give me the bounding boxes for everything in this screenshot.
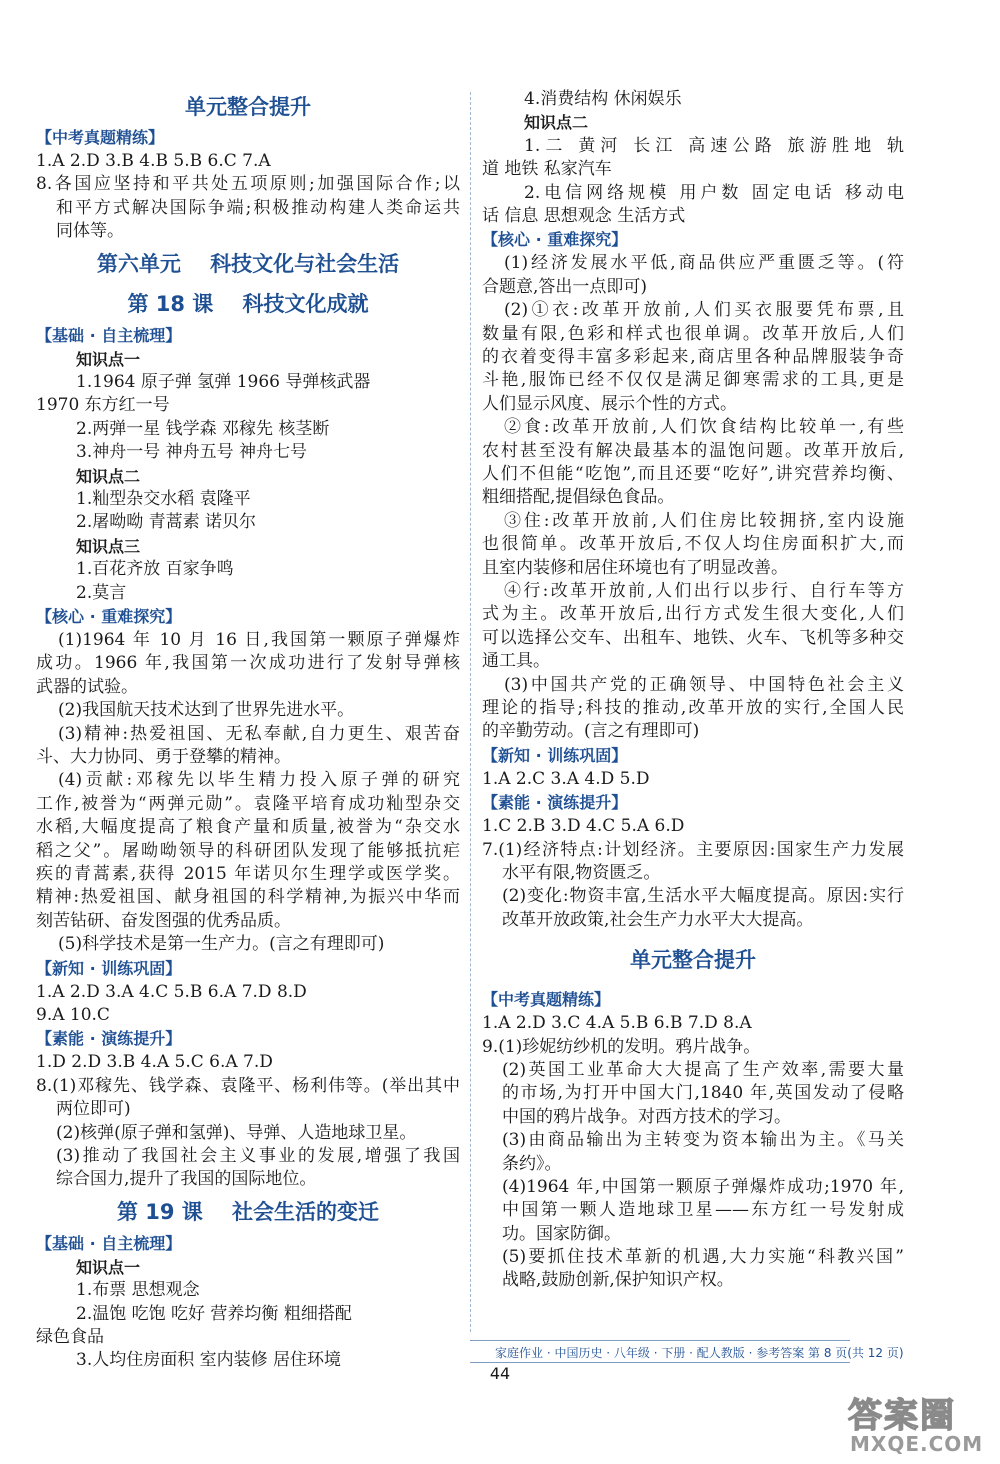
text-line: (3)中国共产党的正确领导、中国特色社会主义 [504, 674, 904, 695]
text-line: 斗、大力协同、勇于登攀的精神。 [36, 747, 291, 768]
text-line: (5)要抓住技术革新的机遇,大力实施“科教兴国” [502, 1247, 904, 1268]
text-line: (2)英国工业革命大大提高了生产效率,需要大量 [502, 1059, 904, 1080]
text-line: (3)由商品输出为主转变为资本输出为主。《马关 [502, 1130, 904, 1151]
text-line: 改革开放政策,社会生产力水平大大提高。 [502, 909, 814, 930]
text-line: 9.(1)珍妮纺纱机的发明。鸦片战争。 [482, 1036, 761, 1057]
text-line: 水平有限,物资匮乏。 [502, 862, 661, 883]
section-tag: 【中考真题精练】 [482, 990, 611, 1010]
text-line: (4)1964 年,中国第一颗原子弹爆炸成功;1970 年, [502, 1176, 904, 1197]
text-line: 1.1964 原子弹 氢弹 1966 导弹核武器 [76, 372, 371, 392]
text-line: 9.A 10.C [36, 1005, 110, 1026]
text-line: 同体等。 [56, 221, 124, 242]
text-line: 理论的指导;科技的推动,改革开放的实行,全国人民 [482, 697, 904, 718]
text-line: 刻苦钻研、奋发图强的优秀品质。 [36, 910, 291, 931]
section-title: 第六单元 科技文化与社会生活 [96, 251, 400, 276]
spacer [482, 980, 904, 988]
text-line: (2)①衣:改革开放前,人们买衣服要凭布票,且 [504, 300, 904, 321]
text-line: 3.神舟一号 神舟五号 神舟七号 [76, 442, 308, 463]
text-line: 功。国家防御。 [502, 1223, 621, 1244]
text-line: 中国的鸦片战争。对西方技术的学习。 [502, 1106, 791, 1127]
right-column [482, 88, 904, 1293]
text-line: 也很简单。改革开放后,不仅人均住房面积扩大,而 [482, 534, 904, 555]
text-line: 8.各国应坚持和平共处五项原则;加强国际合作;以 [36, 174, 460, 195]
text-line: 2.屠呦呦 青蒿素 诺贝尔 [76, 512, 257, 533]
text-line: 数量有限,色彩和样式也很单调。改革开放后,人们 [482, 323, 904, 344]
text-line: (1)经济发展水平低,商品供应严重匮乏等。(符 [504, 253, 904, 274]
section-title: 第 19 课 社会生活的变迁 [116, 1199, 380, 1224]
text-line: 工作,被誉为“两弹元勋”。袁隆平培育成功籼型杂交 [36, 793, 460, 814]
watermark-en: MXQE.COM [850, 1432, 984, 1456]
text-line: 3.人均住房面积 室内装修 居住环境 [76, 1350, 342, 1371]
text-line: 绿色食品 [36, 1327, 104, 1348]
text-line: 可以选择公交车、出租车、地铁、火车、飞机等多种交 [482, 627, 904, 648]
section-tag: 【新知 · 训练巩固】 [36, 958, 182, 978]
watermark-cn: 答案圈 [848, 1396, 956, 1436]
section-tag: 【基础 · 自主梳理】 [36, 325, 182, 345]
text-line: 斗艳,服饰已经不仅仅是满足御寒需求的工具,更是 [482, 370, 904, 391]
knowledge-point-heading: 知识点一 [76, 1257, 141, 1277]
section-tag: 【中考真题精练】 [36, 128, 165, 147]
text-line: 8.(1)邓稼先、钱学森、袁隆平、杨利伟等。(举出其中 [36, 1075, 460, 1096]
text-line: 的衣着变得丰富多彩起来,商店里各种品牌服装争奇 [482, 346, 904, 367]
text-line: 1.D 2.D 3.B 4.A 5.C 6.A 7.D [36, 1052, 273, 1073]
text-line: 合题意,答出一点即可) [482, 276, 648, 297]
text-line: 疾的青蒿素,获得 2015 年诺贝尔生理学或医学奖。 [36, 864, 460, 885]
watermark-logo [820, 1388, 988, 1458]
text-line: 1.A 2.D 3.A 4.C 5.B 6.A 7.D 8.D [36, 981, 307, 1002]
text-line: 式为主。改革开放后,出行方式发生很大变化,人们 [482, 604, 904, 625]
text-line: 通工具。 [482, 651, 550, 672]
knowledge-point-heading: 知识点三 [76, 536, 141, 556]
text-line: 水稻,大幅度提高了粮食产量和质量,被誉为“杂交水 [36, 817, 460, 838]
section-title: 第 18 课 科技文化成就 [127, 291, 369, 316]
text-line: 1.籼型杂交水稻 袁隆平 [76, 489, 251, 510]
text-line: 两位即可) [56, 1099, 131, 1120]
text-line: 1.C 2.B 3.D 4.C 5.A 6.D [482, 816, 685, 837]
text-line: 4.消费结构 休闲娱乐 [524, 89, 682, 109]
text-line: 2.温饱 吃饱 吃好 营养均衡 粗细搭配 [76, 1303, 352, 1324]
text-line: 道 地铁 私家汽车 [482, 159, 612, 180]
text-line: 稻之父”。屠呦呦领导的科研团队发现了能够抵抗疟 [36, 840, 460, 861]
text-line: 2.电信网络规模 用户数 固定电话 移动电 [524, 182, 904, 203]
section-tag: 【基础 · 自主梳理】 [36, 1233, 182, 1253]
text-line: 2.两弹一星 钱学森 邓稼先 核茎断 [76, 418, 330, 439]
text-line: 精神:热爱祖国、献身祖国的科学精神,为振兴中华而 [36, 887, 460, 908]
footer-rule-top [470, 1340, 850, 1341]
text-line: 1.A 2.D 3.C 4.A 5.B 6.B 7.D 8.A [482, 1013, 752, 1034]
section-tag: 【素能 · 演练提升】 [482, 793, 628, 813]
spacer [482, 932, 904, 940]
text-line: 1.A 2.D 3.B 4.B 5.B 6.C 7.A [36, 151, 271, 171]
text-line: 的辛勤劳动。(言之有理即可) [482, 721, 700, 742]
text-line: (2)我国航天技术达到了世界先进水平。 [58, 700, 355, 721]
text-line: ②食:改革开放前,人们饮食结构比较单一,有些 [504, 417, 904, 438]
footer-text: 家庭作业 · 中国历史 · 八年级 · 下册 · 配人教版 · 参考答案 第 8 页(共 12 页) [495, 1346, 904, 1360]
text-line: 人们显示风度、展示个性的方式。 [482, 393, 737, 414]
text-line: 战略,鼓励创新,保护知识产权。 [502, 1270, 734, 1291]
text-line: (1)1964 年 10 月 16 日,我国第一颗原子弹爆炸 [58, 630, 460, 651]
section-tag: 【核心 · 重难探究】 [36, 607, 182, 627]
section-tag: 【新知 · 训练巩固】 [482, 745, 628, 765]
knowledge-point-heading: 知识点一 [76, 349, 141, 369]
footer-rule-bottom [470, 1362, 850, 1363]
text-line: 武器的试验。 [36, 676, 138, 697]
text-line: 中国第一颗人造地球卫星——东方红一号发射成 [502, 1200, 904, 1221]
text-line: ④行:改革开放前,人们出行以步行、自行车等方 [504, 580, 904, 601]
text-line: 且室内装修和居住环境也有了明显改善。 [482, 557, 788, 578]
column-divider [470, 92, 471, 1332]
section-tag: 【素能 · 演练提升】 [36, 1029, 182, 1049]
text-line: 话 信息 思想观念 生活方式 [482, 206, 686, 226]
text-line: (5)科学技术是第一生产力。(言之有理即可) [58, 934, 385, 955]
text-line: 条约》。 [502, 1153, 562, 1174]
text-line: 成功。1966 年,我国第一次成功进行了发射导弹核 [36, 653, 460, 674]
text-line: 1.百花齐放 百家争鸣 [76, 559, 234, 580]
text-line: 1.A 2.C 3.A 4.D 5.D [482, 768, 650, 789]
knowledge-point-heading: 知识点二 [524, 113, 589, 133]
text-line: 1.布票 思想观念 [76, 1280, 200, 1301]
text-line: 1.二 黄河 长江 高速公路 旅游胜地 轨 [524, 135, 904, 156]
text-line: (3)推动了我国社会主义事业的发展,增强了我国 [56, 1146, 460, 1167]
text-line: ③住:改革开放前,人们住房比较拥挤,室内设施 [504, 510, 904, 531]
text-line: (2)变化:物资丰富,生活水平大幅度提高。原因:实行 [502, 886, 904, 907]
text-line: 农村甚至没有解决最基本的温饱问题。改革开放后, [482, 440, 904, 461]
text-line: 的市场,为打开中国大门,1840 年,英国发动了侵略 [502, 1083, 904, 1104]
text-line: 1970 东方红一号 [36, 395, 170, 416]
page-footer [0, 1340, 1000, 1364]
text-line: (2)核弹(原子弹和氢弹)、导弹、人造地球卫星。 [56, 1122, 417, 1143]
text-line: 2.莫言 [76, 582, 127, 603]
text-line: (3)精神:热爱祖国、无私奉献,自力更生、艰苦奋 [58, 723, 460, 744]
section-title: 单元整合提升 [630, 948, 756, 973]
knowledge-point-heading: 知识点二 [76, 466, 141, 486]
text-line: 综合国力,提升了我国的国际地位。 [56, 1169, 317, 1190]
text-line: 7.(1)经济特点:计划经济。主要原因:国家生产力发展 [482, 839, 904, 860]
page-number: 44 [489, 1364, 511, 1383]
text-line: 粗细搭配,提倡绿色食品。 [482, 487, 675, 508]
section-title: 单元整合提升 [185, 95, 311, 119]
section-tag: 【核心 · 重难探究】 [482, 230, 628, 250]
left-column [36, 88, 460, 1373]
text-line: (4)贡献:邓稼先以毕生精力投入原子弹的研究 [58, 770, 460, 791]
text-line: 人们不但能“吃饱”,而且还要“吃好”,讲究营养均衡、 [482, 463, 904, 484]
text-line: 和平方式解决国际争端;积极推动构建人类命运共 [56, 197, 460, 218]
